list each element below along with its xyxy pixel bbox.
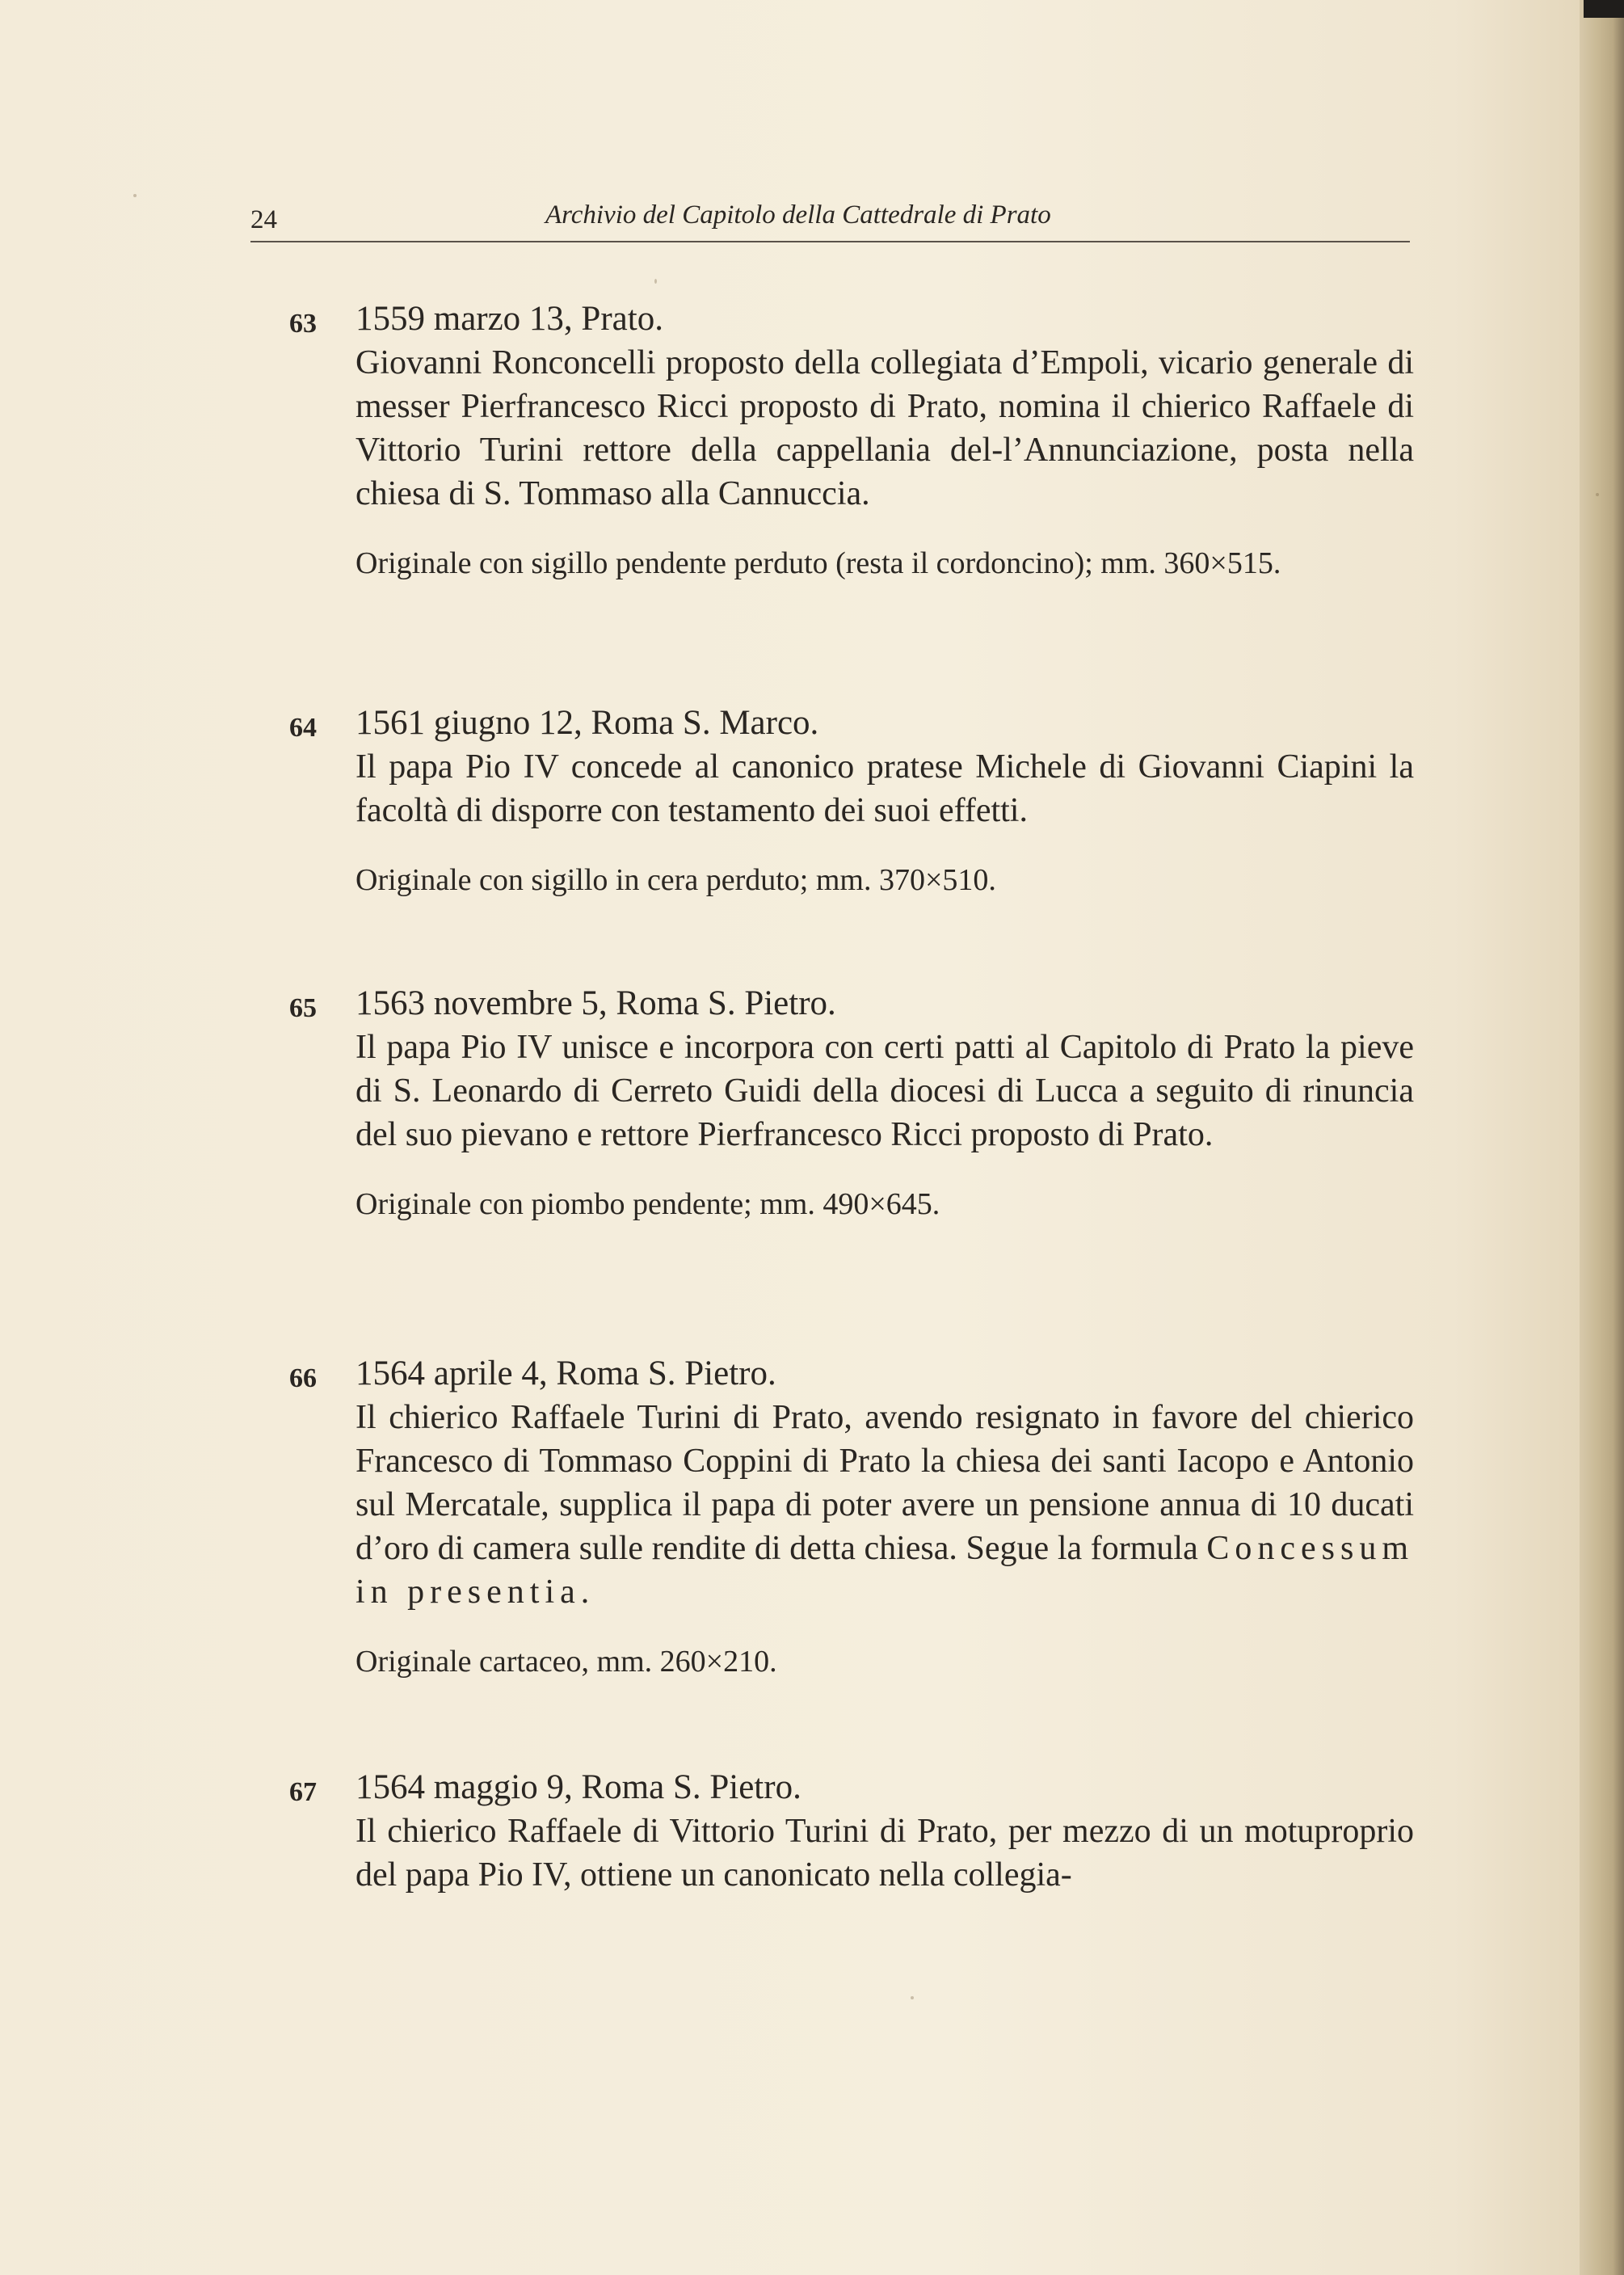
entry-number: 66: [289, 1363, 317, 1393]
page-corner-shadow: [1584, 0, 1624, 18]
entry-text: [356, 1396, 1414, 1614]
entry-number: 64: [289, 713, 317, 743]
page-edge: [1580, 0, 1624, 2275]
entry-text: Il chierico Raffaele di Vittorio Turini di Prato, per mezzo di un motuproprio del papa Pio IV, ottiene un canonicato nella collegia-: [356, 1813, 1414, 1894]
entry-date: 1564 aprile 4, Roma S. Pietro.: [356, 1354, 776, 1392]
entry-date: 1563 novembre 5, Roma S. Pietro.: [356, 984, 836, 1022]
paper-speck: [654, 279, 657, 284]
paper-speck: [1596, 493, 1599, 496]
entry-text: Giovanni Ronconcelli proposto della collegiata d’Empoli, vicario generale di messer Pierfrancesco Ricci proposto di Prato, nomina il chierico Raffaele di Vittorio Turini rettore della cappellania del-l’Annunciazione, posta nella chiesa di S. Tommaso alla Cannuccia.: [356, 344, 1414, 512]
paper-speck: [911, 1996, 914, 1999]
entry-body: [356, 982, 1414, 1223]
entry-date: 1564 maggio 9, Roma S. Pietro.: [356, 1768, 801, 1806]
entry-body: [356, 1766, 1414, 1897]
entry-date: 1561 giugno 12, Roma S. Marco.: [356, 704, 819, 742]
entry-text-main: Il chierico Raffaele Turini di Prato, avendo resignato in favore del chierico Francesco di Tommaso Coppini di Prato la chiesa dei santi Iacopo e Antonio sul Mercatale, supplica il papa di poter avere un pensione annua di 10 ducati d’oro di camera sulle rendite di detta chiesa. Segue la formula: [356, 1399, 1414, 1567]
entry-number: 65: [289, 993, 317, 1023]
entry-text: Il papa Pio IV unisce e incorpora con certi patti al Capitolo di Prato la pieve di S. Leonardo di Cerreto Guidi della diocesi di Lucca a seguito di rinuncia del suo pievano e rettore Pierfrancesco Ricci proposto di Prato.: [356, 1029, 1414, 1153]
entry-source: Originale cartaceo, mm. 260×210.: [356, 1645, 777, 1679]
entry-formula: Concessum in presentia.: [356, 1530, 1415, 1611]
page-header: [250, 200, 1410, 242]
entry-date: 1559 marzo 13, Prato.: [356, 300, 663, 338]
entry-number: 67: [289, 1777, 317, 1807]
entry-source: Originale con sigillo in cera perduto; mm. 370×510.: [356, 863, 996, 897]
entry-text: Il papa Pio IV concede al canonico pratese Michele di Giovanni Ciapini la facoltà di disporre con testamento dei suoi effetti.: [356, 748, 1414, 829]
paper-speck: [133, 194, 137, 197]
entry-body: [356, 297, 1414, 582]
running-title: Archivio del Capitolo della Cattedrale di Prato: [545, 200, 1051, 230]
entry-source: Originale con sigillo pendente perduto (resta il cordoncino); mm. 360×515.: [356, 546, 1281, 580]
entry-number: 63: [289, 309, 317, 339]
entry-source: Originale con piombo pendente; mm. 490×645.: [356, 1187, 940, 1221]
entry-body: [356, 1352, 1414, 1680]
page-number: 24: [250, 205, 277, 234]
entry-body: [356, 701, 1414, 899]
